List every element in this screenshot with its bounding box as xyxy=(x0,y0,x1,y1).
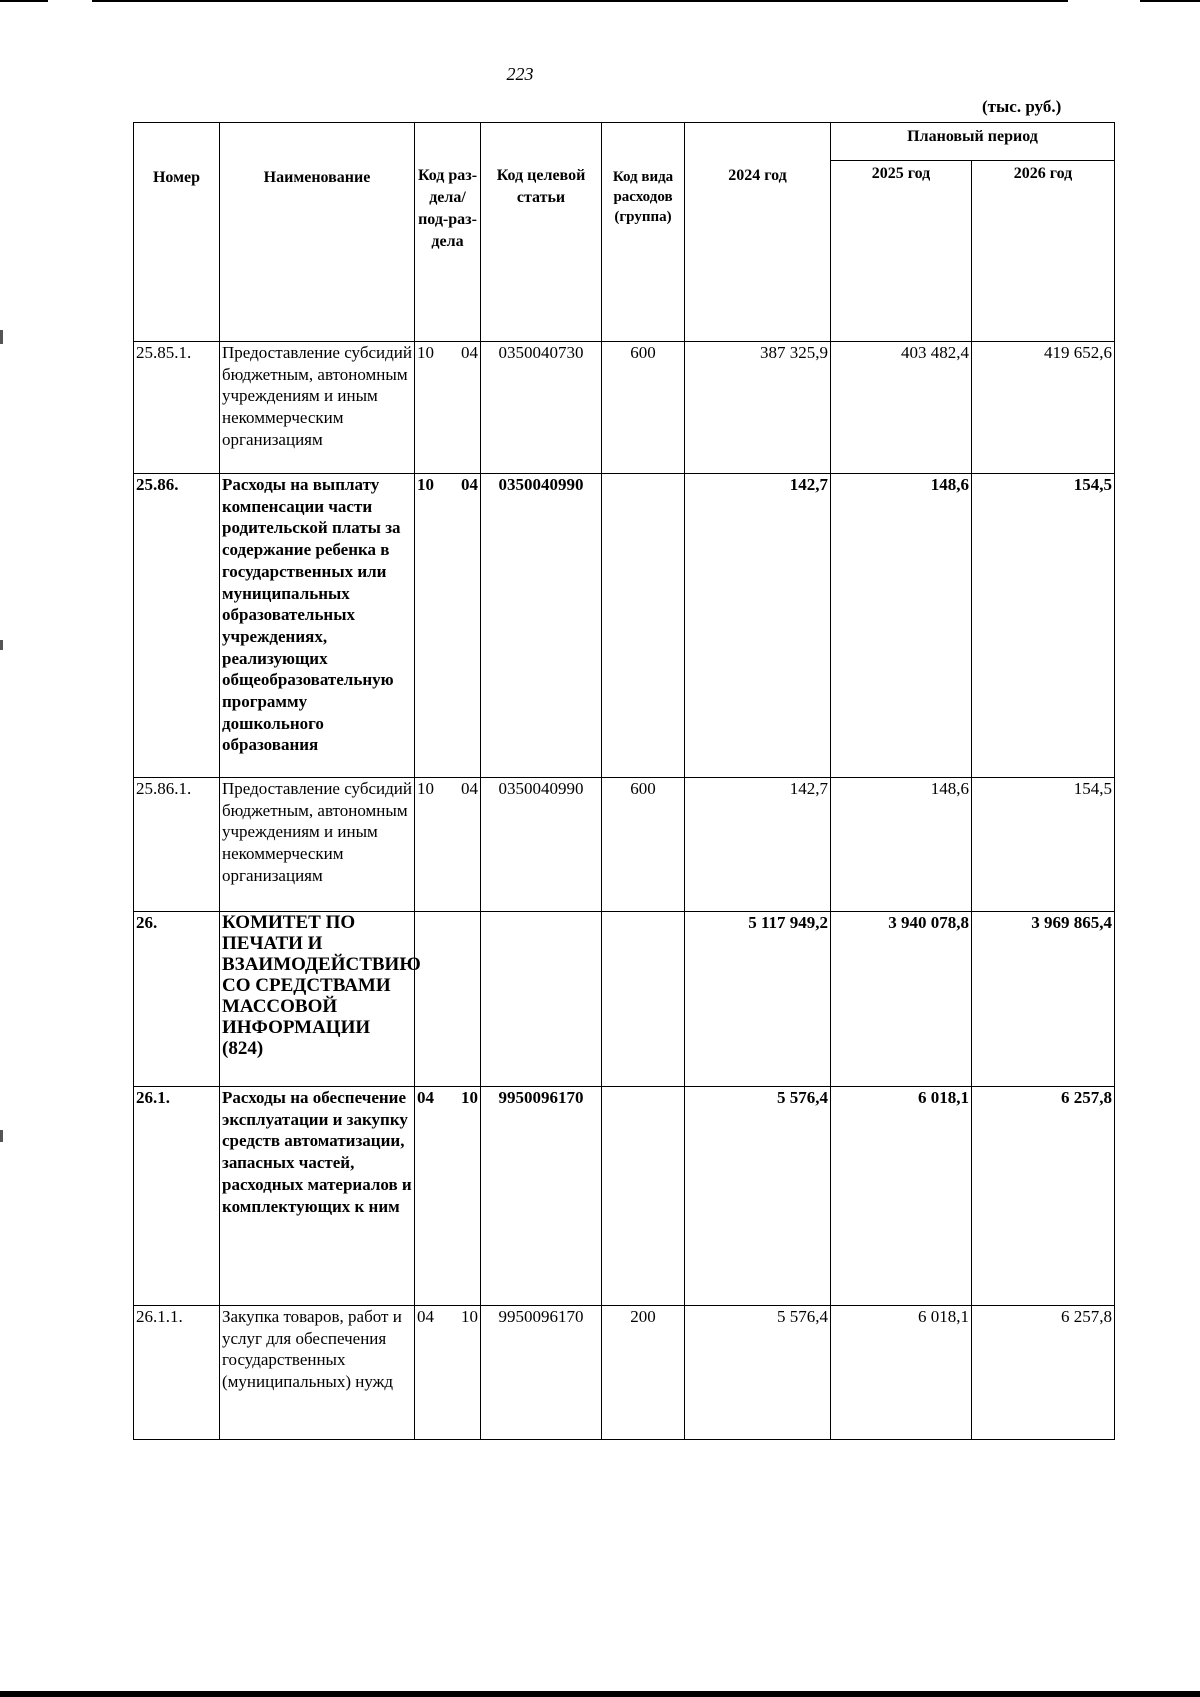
section-code-cell xyxy=(415,778,481,912)
header-target-code: Код целевой статьи xyxy=(481,123,602,342)
section-code-cell xyxy=(415,342,481,474)
table-row xyxy=(134,912,1115,1087)
podrazdel-code: 04 xyxy=(461,779,478,798)
row-number: 26. xyxy=(134,912,220,1087)
expense-type-code: 200 xyxy=(602,1306,685,1440)
target-code: 0350040730 xyxy=(481,342,602,474)
section-code-cell xyxy=(415,1087,481,1306)
amount-2024: 387 325,9 xyxy=(685,342,831,474)
header-name: Наименование xyxy=(220,123,415,342)
amount-2026: 6 257,8 xyxy=(972,1087,1115,1306)
amount-2026: 419 652,6 xyxy=(972,342,1115,474)
scan-edge-mark xyxy=(0,1130,3,1142)
row-number: 25.85.1. xyxy=(134,342,220,474)
razdel-code: 10 xyxy=(417,343,434,362)
header-expense-type: Код вида расходов (группа) xyxy=(602,123,685,342)
scan-edge-mark xyxy=(0,640,3,650)
amount-2026: 6 257,8 xyxy=(972,1306,1115,1440)
expense-type-code xyxy=(602,1087,685,1306)
header-year-2026: 2026 год xyxy=(972,161,1115,342)
row-number: 25.86. xyxy=(134,474,220,778)
page-number: 223 xyxy=(506,64,534,84)
top-edge-rule xyxy=(92,0,1068,2)
podrazdel-code: 04 xyxy=(461,343,478,362)
table-row xyxy=(134,342,1115,474)
row-name: КОМИТЕТ ПО ПЕЧАТИ И ВЗАИМОДЕЙСТВИЮ СО СРЕДСТВАМИ МАССОВОЙ ИНФОРМАЦИИ (824) xyxy=(220,912,415,1087)
row-number: 25.86.1. xyxy=(134,778,220,912)
section-code-cell xyxy=(415,474,481,778)
table-row xyxy=(134,474,1115,778)
amount-2025: 3 940 078,8 xyxy=(831,912,972,1087)
amount-2025: 148,6 xyxy=(831,778,972,912)
row-number: 26.1.1. xyxy=(134,1306,220,1440)
amount-2024: 142,7 xyxy=(685,474,831,778)
table-header-row xyxy=(134,123,1115,161)
bottom-edge-bar xyxy=(0,1691,1200,1697)
top-edge-rule xyxy=(0,0,48,2)
top-edge-rule xyxy=(1140,0,1200,2)
expense-type-code xyxy=(602,474,685,778)
razdel-code: 10 xyxy=(417,779,434,798)
header-planning-period: Плановый период xyxy=(831,123,1115,161)
header-number: Номер xyxy=(134,123,220,342)
target-code: 0350040990 xyxy=(481,474,602,778)
row-number: 26.1. xyxy=(134,1087,220,1306)
amount-2024: 5 576,4 xyxy=(685,1306,831,1440)
podrazdel-code: 04 xyxy=(461,475,478,494)
amount-2026: 3 969 865,4 xyxy=(972,912,1115,1087)
amount-2024: 142,7 xyxy=(685,778,831,912)
target-code: 9950096170 xyxy=(481,1306,602,1440)
table-row xyxy=(134,1087,1115,1306)
razdel-code: 04 xyxy=(417,1307,434,1326)
row-name: Предоставление субсидий бюджетным, автономным учреждениям и иным некоммерческим организациям xyxy=(220,342,415,474)
units-label: (тыс. руб.) xyxy=(982,97,1062,116)
amount-2025: 6 018,1 xyxy=(831,1087,972,1306)
section-code-cell xyxy=(415,1306,481,1440)
header-section-code: Код раз-дела/ под-раз-дела xyxy=(415,123,481,342)
budget-table xyxy=(133,122,1115,1440)
table-row xyxy=(134,1306,1115,1440)
target-code xyxy=(481,912,602,1087)
scan-edge-mark xyxy=(0,330,3,344)
table-row xyxy=(134,778,1115,912)
row-name: Предоставление субсидий бюджетным, автономным учреждениям и иным некоммерческим организациям xyxy=(220,778,415,912)
amount-2025: 6 018,1 xyxy=(831,1306,972,1440)
amount-2024: 5 117 949,2 xyxy=(685,912,831,1087)
podrazdel-code: 10 xyxy=(461,1088,478,1107)
row-name: Расходы на обеспечение эксплуатации и закупку средств автоматизации, запасных частей, расходных материалов и комплектующих к ним xyxy=(220,1087,415,1306)
section-code-cell xyxy=(415,912,481,1087)
amount-2025: 403 482,4 xyxy=(831,342,972,474)
row-name: Расходы на выплату компенсации части родительской платы за содержание ребенка в государственных или муниципальных образовательных учреждениях, реализующих общеобразовательную программу дошкольного образования xyxy=(220,474,415,778)
header-year-2024: 2024 год xyxy=(685,123,831,342)
target-code: 9950096170 xyxy=(481,1087,602,1306)
row-name: Закупка товаров, работ и услуг для обеспечения государственных (муниципальных) нужд xyxy=(220,1306,415,1440)
amount-2026: 154,5 xyxy=(972,778,1115,912)
expense-type-code: 600 xyxy=(602,342,685,474)
amount-2024: 5 576,4 xyxy=(685,1087,831,1306)
razdel-code: 10 xyxy=(417,475,434,494)
target-code: 0350040990 xyxy=(481,778,602,912)
expense-type-code: 600 xyxy=(602,778,685,912)
amount-2026: 154,5 xyxy=(972,474,1115,778)
amount-2025: 148,6 xyxy=(831,474,972,778)
razdel-code: 04 xyxy=(417,1088,434,1107)
header-year-2025: 2025 год xyxy=(831,161,972,342)
podrazdel-code: 10 xyxy=(461,1307,478,1326)
expense-type-code xyxy=(602,912,685,1087)
